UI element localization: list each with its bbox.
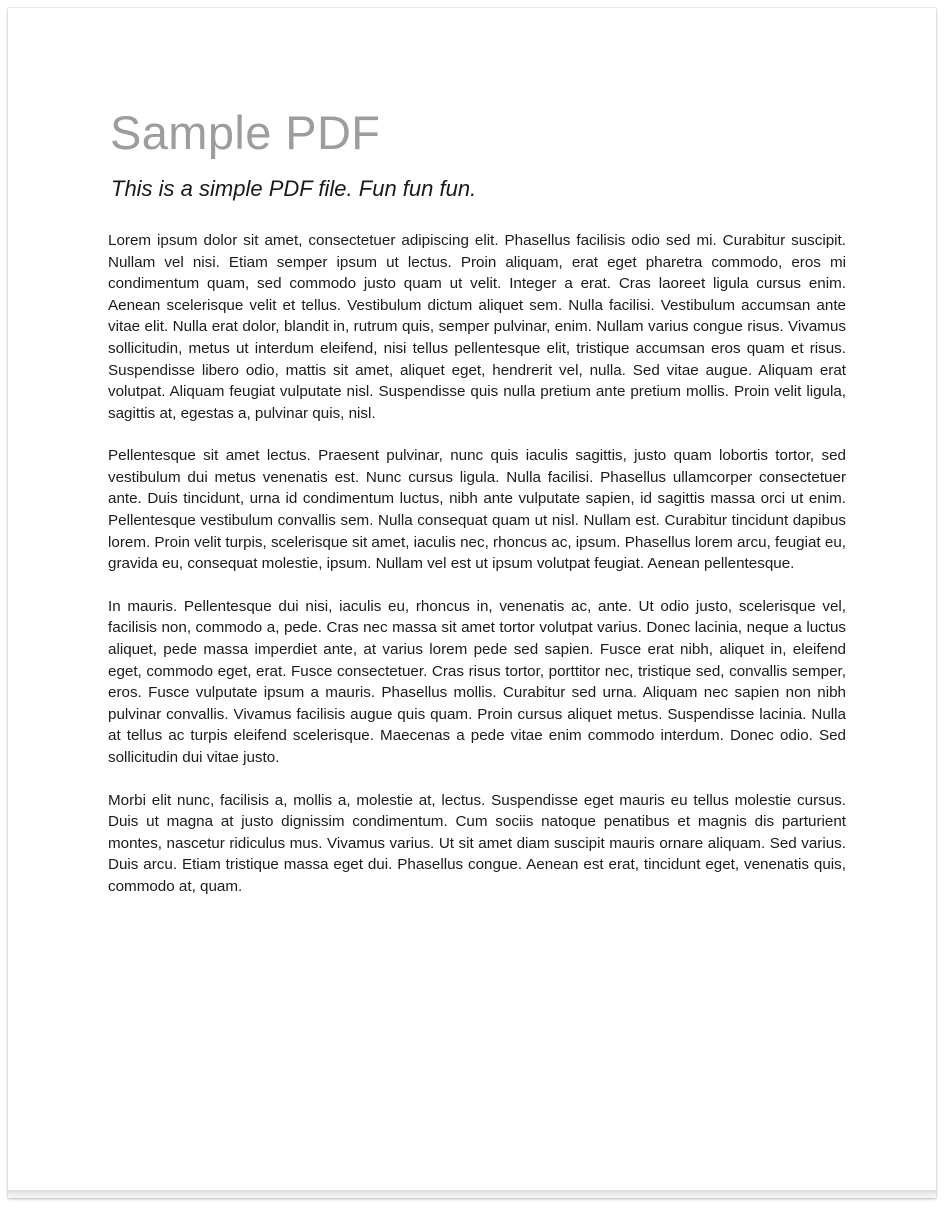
paragraph: Morbi elit nunc, facilisis a, mollis a, molestie at, lectus. Suspendisse eget mauris eu tellus molestie cursus. Duis ut magna at justo dignissim condimentum. Cum sociis natoque penatibus et magnis dis parturient montes, nascetur ridiculus mus. Vivamus varius. Ut sit amet diam suscipit mauris ornare aliquam. Sed varius. Duis arcu. Etiam tristique massa eget dui. Phasellus congue. Aenean est erat, tincidunt eget, venenatis quis, commodo at, quam.	[108, 791, 846, 895]
pdf-page	[8, 8, 936, 1198]
page-subtitle: This is a simple PDF file. Fun fun fun.	[111, 176, 477, 202]
paragraph: Pellentesque sit amet lectus. Praesent pulvinar, nunc quis iaculis sagittis, justo quam lobortis tortor, sed vestibulum dui metus venenatis est. Nunc cursus ligula. Nulla facilisi. Phasellus ullamcorper consectetuer ante. Duis tincidunt, urna id condimentum luctus, nibh ante vulputate sapien, id sagittis massa orci ut enim. Pellentesque vestibulum convallis sem. Nulla consequat quam ut nisl. Nullam est. Curabitur tincidunt dapibus lorem. Proin velit turpis, scelerisque sit amet, iaculis nec, rhoncus ac, ipsum. Phasellus lorem arcu, feugiat eu, gravida eu, consequat molestie, ipsum. Nullam vel est ut ipsum volutpat feugiat. Aenean pellentesque.	[108, 447, 846, 573]
paragraph: Lorem ipsum dolor sit amet, consectetuer adipiscing elit. Phasellus facilisis odio sed mi. Curabitur suscipit. Nullam vel nisi. Etiam semper ipsum ut lectus. Proin aliquam, erat eget pharetra commodo, eros mi condimentum quam, sed commodo justo quam ut velit. Integer a erat. Cras laoreet ligula cursus enim. Aenean scelerisque velit et tellus. Vestibulum dictum aliquet sem. Nulla facilisi. Vestibulum accumsan ante vitae elit. Nulla erat dolor, blandit in, rutrum quis, semper pulvinar, enim. Nullam varius congue risus. Vivamus sollicitudin, metus ut interdum eleifend, nisi tellus pellentesque elit, tristique accumsan eros quam et risus. Suspendisse libero odio, mattis sit amet, aliquet eget, hendrerit vel, nulla. Sed vitae augue. Aliquam erat volutpat. Aliquam feugiat vulputate nisl. Suspendisse quis nulla pretium ante pretium mollis. Proin velit ligula, sagittis at, egestas a, pulvinar quis, nisl.	[108, 231, 846, 422]
page-title: Sample PDF	[110, 106, 381, 159]
body-text	[108, 230, 846, 898]
paragraph: In mauris. Pellentesque dui nisi, iaculis eu, rhoncus in, venenatis ac, ante. Ut odio justo, scelerisque vel, facilisis non, commodo a, pede. Cras nec massa sit amet tortor volutpat varius. Donec lacinia, neque a luctus aliquet, pede massa imperdiet ante, at varius lorem pede sed sapien. Fusce erat nibh, aliquet in, eleifend eget, commodo eget, erat. Fusce consectetuer. Cras risus tortor, porttitor nec, tristique sed, convallis semper, eros. Fusce vulputate ipsum a mauris. Phasellus mollis. Curabitur sed urna. Aliquam nec sapien non nibh pulvinar convallis. Vivamus facilisis augue quis quam. Proin cursus aliquet metus. Suspendisse lacinia. Nulla at tellus ac turpis eleifend scelerisque. Maecenas a pede vitae enim commodo interdum. Donec odio. Sed sollicitudin dui vitae justo.	[108, 597, 846, 766]
page-content	[108, 108, 846, 898]
